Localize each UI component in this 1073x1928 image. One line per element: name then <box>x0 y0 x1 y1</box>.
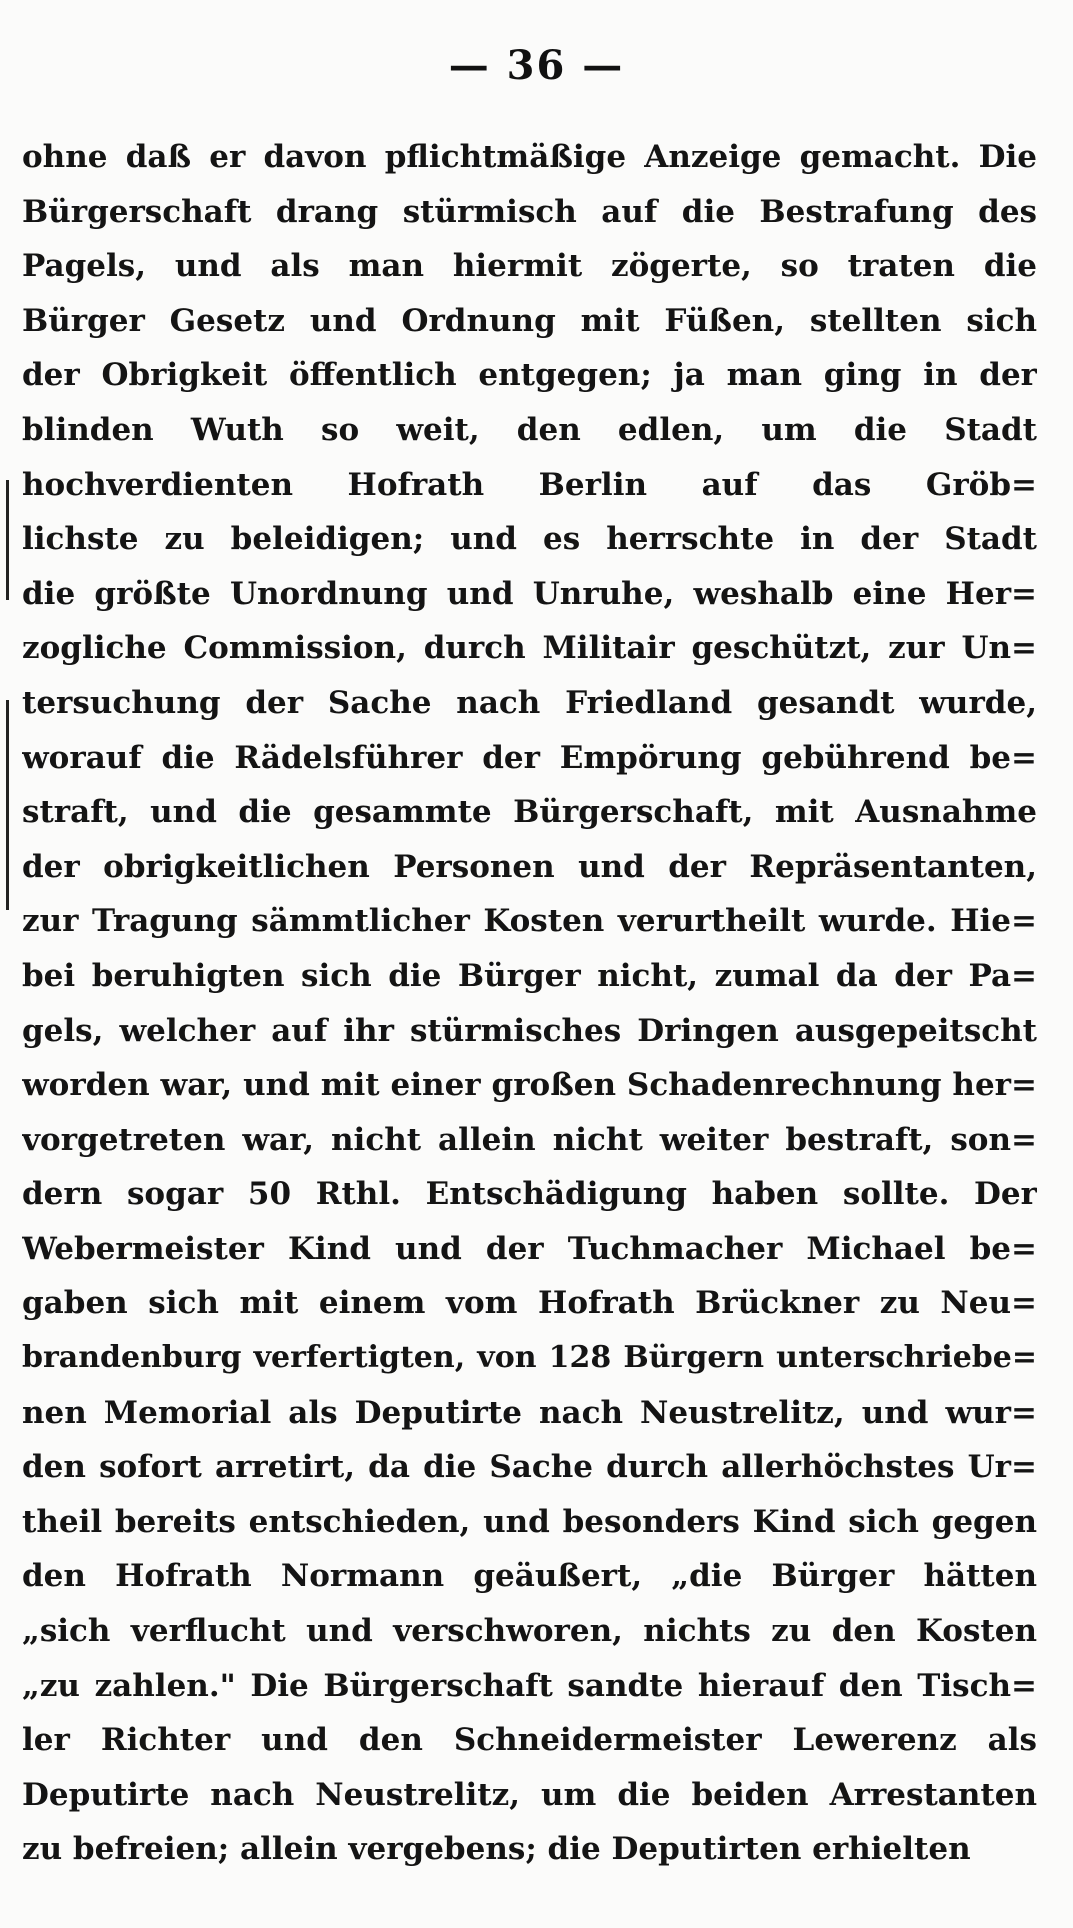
text-line: Webermeister Kind und der Tuchmacher Michael be= <box>22 1230 1037 1267</box>
text-line: Bürger Gesetz und Ordnung mit Füßen, stellten sich <box>22 302 1037 339</box>
text-line: lichste zu beleidigen; und es herrschte in der Stadt <box>22 521 1037 558</box>
text-line: gels, welcher auf ihr stürmisches Dringen ausgepeitscht <box>22 1012 1037 1049</box>
text-line: nen Memorial als Deputirte nach Neustrelitz, und wur= <box>22 1394 1037 1431</box>
text-line: tersuchung der Sache nach Friedland gesandt wurde, <box>22 684 1037 721</box>
text-line: blinden Wuth so weit, den edlen, um die Stadt <box>22 411 1037 448</box>
text-line: bei beruhigten sich die Bürger nicht, zumal da der Pa= <box>22 957 1037 994</box>
text-line: gaben sich mit einem vom Hofrath Brückner zu Neu= <box>22 1285 1037 1322</box>
text-line: dern sogar 50 Rthl. Entschädigung haben sollte. Der <box>22 1176 1037 1213</box>
text-line: straft, und die gesammte Bürgerschaft, mit Ausnahme <box>22 794 1037 831</box>
text-line: den Hofrath Normann geäußert, „die Bürger hätten <box>22 1558 1037 1595</box>
text-line: Bürgerschaft drang stürmisch auf die Bestrafung des <box>22 193 1037 230</box>
text-line: worauf die Rädelsführer der Empörung gebührend be= <box>22 739 1037 776</box>
text-line: ler Richter und den Schneidermeister Lewerenz als <box>22 1722 1037 1759</box>
text-line: zu befreien; allein vergebens; die Deputirten erhielten <box>22 1831 971 1868</box>
left-edge-mark <box>6 700 9 910</box>
left-edge-mark <box>6 480 9 600</box>
text-line: zogliche Commission, durch Militair geschützt, zur Un= <box>22 630 1037 667</box>
body-text <box>22 130 1037 1877</box>
text-line: der Obrigkeit öffentlich entgegen; ja man ging in der <box>22 357 1037 394</box>
text-line: brandenburg verfertigten, von 128 Bürgern unterschriebe= <box>22 1340 1037 1376</box>
page-number: — 36 — <box>448 42 625 89</box>
text-line: vorgetreten war, nicht allein nicht weiter bestraft, son= <box>22 1121 1037 1158</box>
text-line: ohne daß er davon pflichtmäßige Anzeige gemacht. Die <box>22 139 1037 175</box>
text-line: der obrigkeitlichen Personen und der Repräsentanten, <box>22 848 1037 885</box>
text-line: „sich verflucht und verschworen, nichts zu den Kosten <box>22 1613 1037 1650</box>
text-line: „zu zahlen." Die Bürgerschaft sandte hierauf den Tisch= <box>22 1667 1037 1704</box>
text-line: worden war, und mit einer großen Schadenrechnung her= <box>22 1067 1037 1104</box>
text-line: Pagels, und als man hiermit zögerte, so traten die <box>22 248 1037 285</box>
text-line: zur Tragung sämmtlicher Kosten verurtheilt wurde. Hie= <box>22 903 1037 940</box>
text-line: die größte Unordnung und Unruhe, weshalb eine Her= <box>22 575 1037 612</box>
text-line: theil bereits entschieden, und besonders Kind sich gegen <box>22 1503 1037 1540</box>
text-line: den sofort arretirt, da die Sache durch allerhöchstes Ur= <box>22 1449 1037 1486</box>
text-line: Deputirte nach Neustrelitz, um die beiden Arrestanten <box>22 1776 1037 1813</box>
text-line: hochverdienten Hofrath Berlin auf das Gröb= <box>22 466 1037 503</box>
